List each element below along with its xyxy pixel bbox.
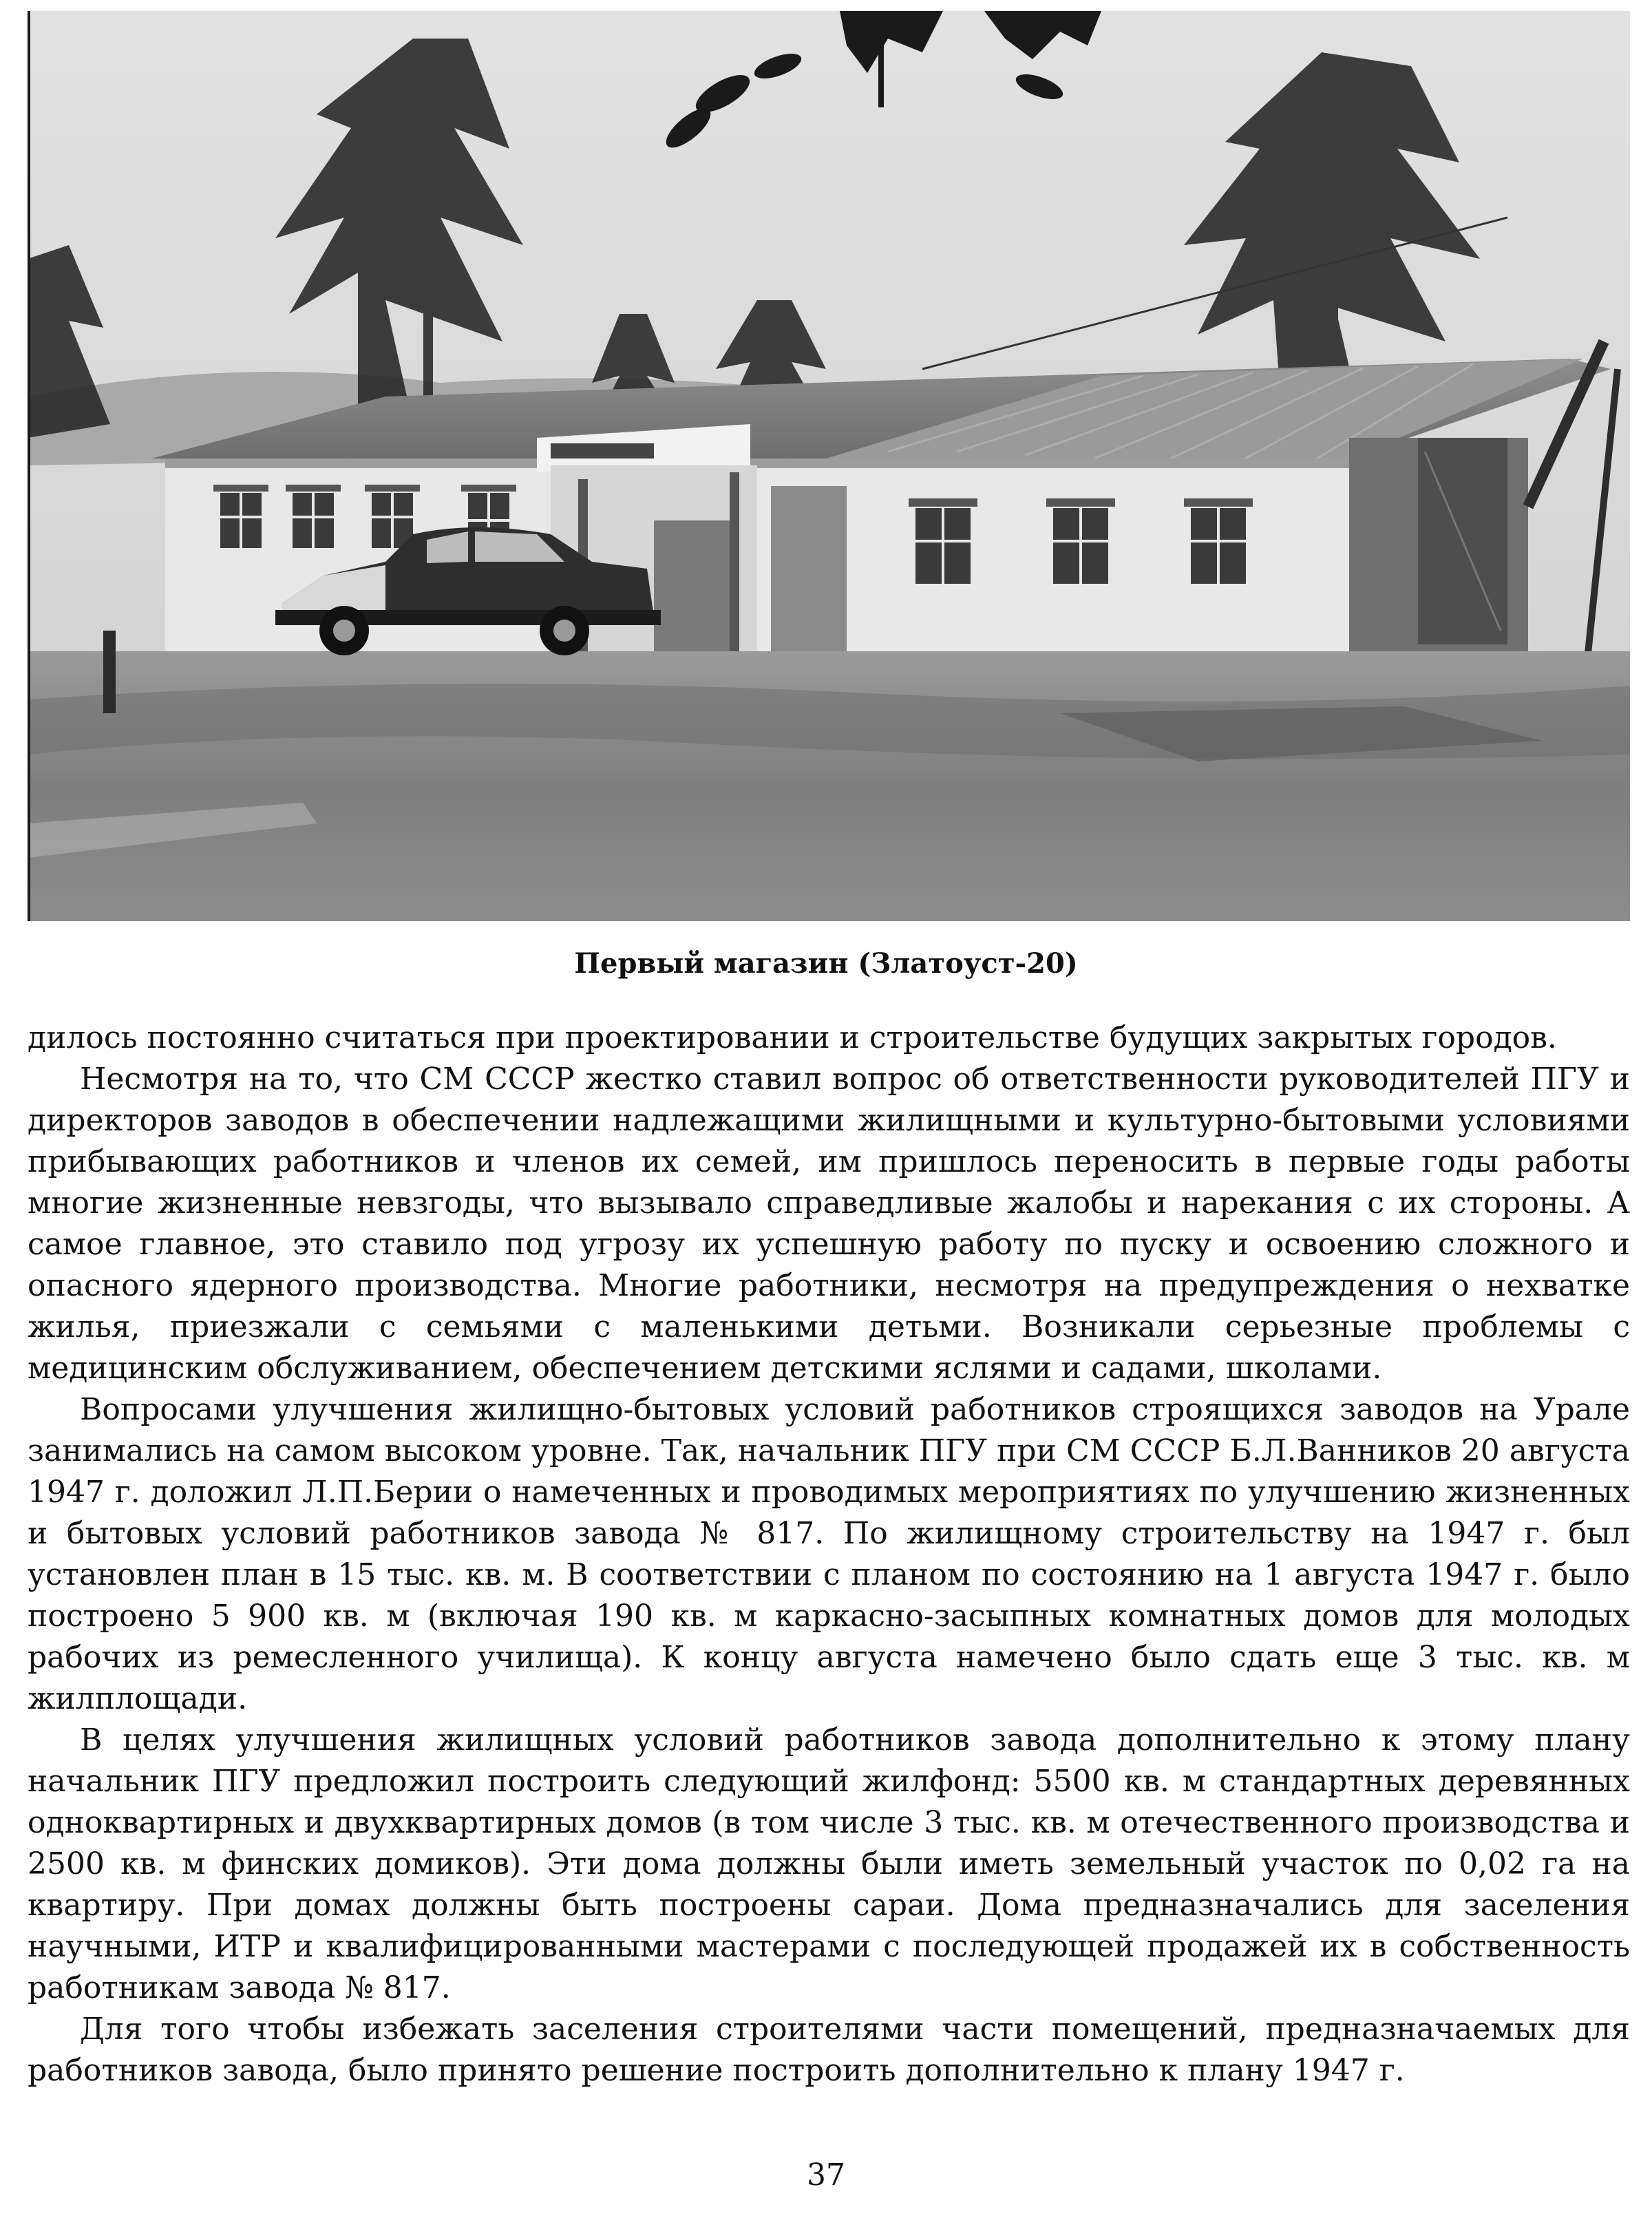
- page-number: 37: [807, 2158, 845, 2193]
- main-text: [28, 1018, 1630, 2091]
- paragraph: Вопросами улучшения жилищно-бытовых условий работников строящихся заводов на Урале занимались на самом высоком уровне. Так, начальник ПГУ при СМ СССР Б.Л.Ванников 20 августа 1947 г. доложил Л.П.Берии о намеченных и проводимых мероприятиях по улучшению жизненных и бытовых условий работников завода № 817. По жилищному строительству на 1947 г. был установлен план в 15 тыс. кв. м. В соответствии с планом по состоянию на 1 августа 1947 г. было построено 5 900 кв. м (включая 190 кв. м каркасно-засыпных комнатных домов для молодых рабочих из ремесленного училища). К концу августа намечено было сдать еще 3 тыс. кв. м жилплощади.: [28, 1392, 1630, 1716]
- paragraph: В целях улучшения жилищных условий работников завода дополнительно к этому плану начальник ПГУ предложил построить следующий жилфонд: 5500 кв. м стандартных деревянных одноквартирных и двухквартирных домов (в том числе 3 тыс. кв. м отечественного производства и 2500 кв. м финских домиков). Эти дома должны были иметь земельный участок по 0,02 га на квартиру. При домах должны быть построены сараи. Дома предназначались для заселения научными, ИТР и квалифицированными мастерами с последующей продажей их в собственность работникам завода № 817.: [28, 1722, 1630, 2005]
- store-photo: [28, 11, 1630, 921]
- paragraph: дилось постоянно считаться при проектировании и строительстве будущих закрытых городов.: [28, 1020, 1557, 1055]
- paragraph: Несмотря на то, что СМ СССР жестко ставил вопрос об ответственности руководителей ПГУ и директоров заводов в обеспечении надлежащими жилищными и культурно-бытовыми условиями прибывающих работников и членов их семей, им пришлось переносить в первые годы работы многие жизненные невзгоды, что вызывало справедливые жалобы и нарекания с их стороны. А самое главное, это ставило под угрозу их успешную работу по пуску и освоению сложного и опасного ядерного производства. Многие работники, несмотря на предупреждения о нехватке жилья, приезжали с семьями с маленькими детьми. Возникали серьезные проблемы с медицинским обслуживанием, обеспечением детскими яслями и садами, школами.: [28, 1062, 1630, 1386]
- photo-caption: Первый магазин (Златоуст-20): [574, 947, 1078, 980]
- paragraph: Для того чтобы избежать заселения строителями части помещений, предназначаемых для работников завода, было принято решение построить дополнительно к плану 1947 г.: [28, 2012, 1630, 2088]
